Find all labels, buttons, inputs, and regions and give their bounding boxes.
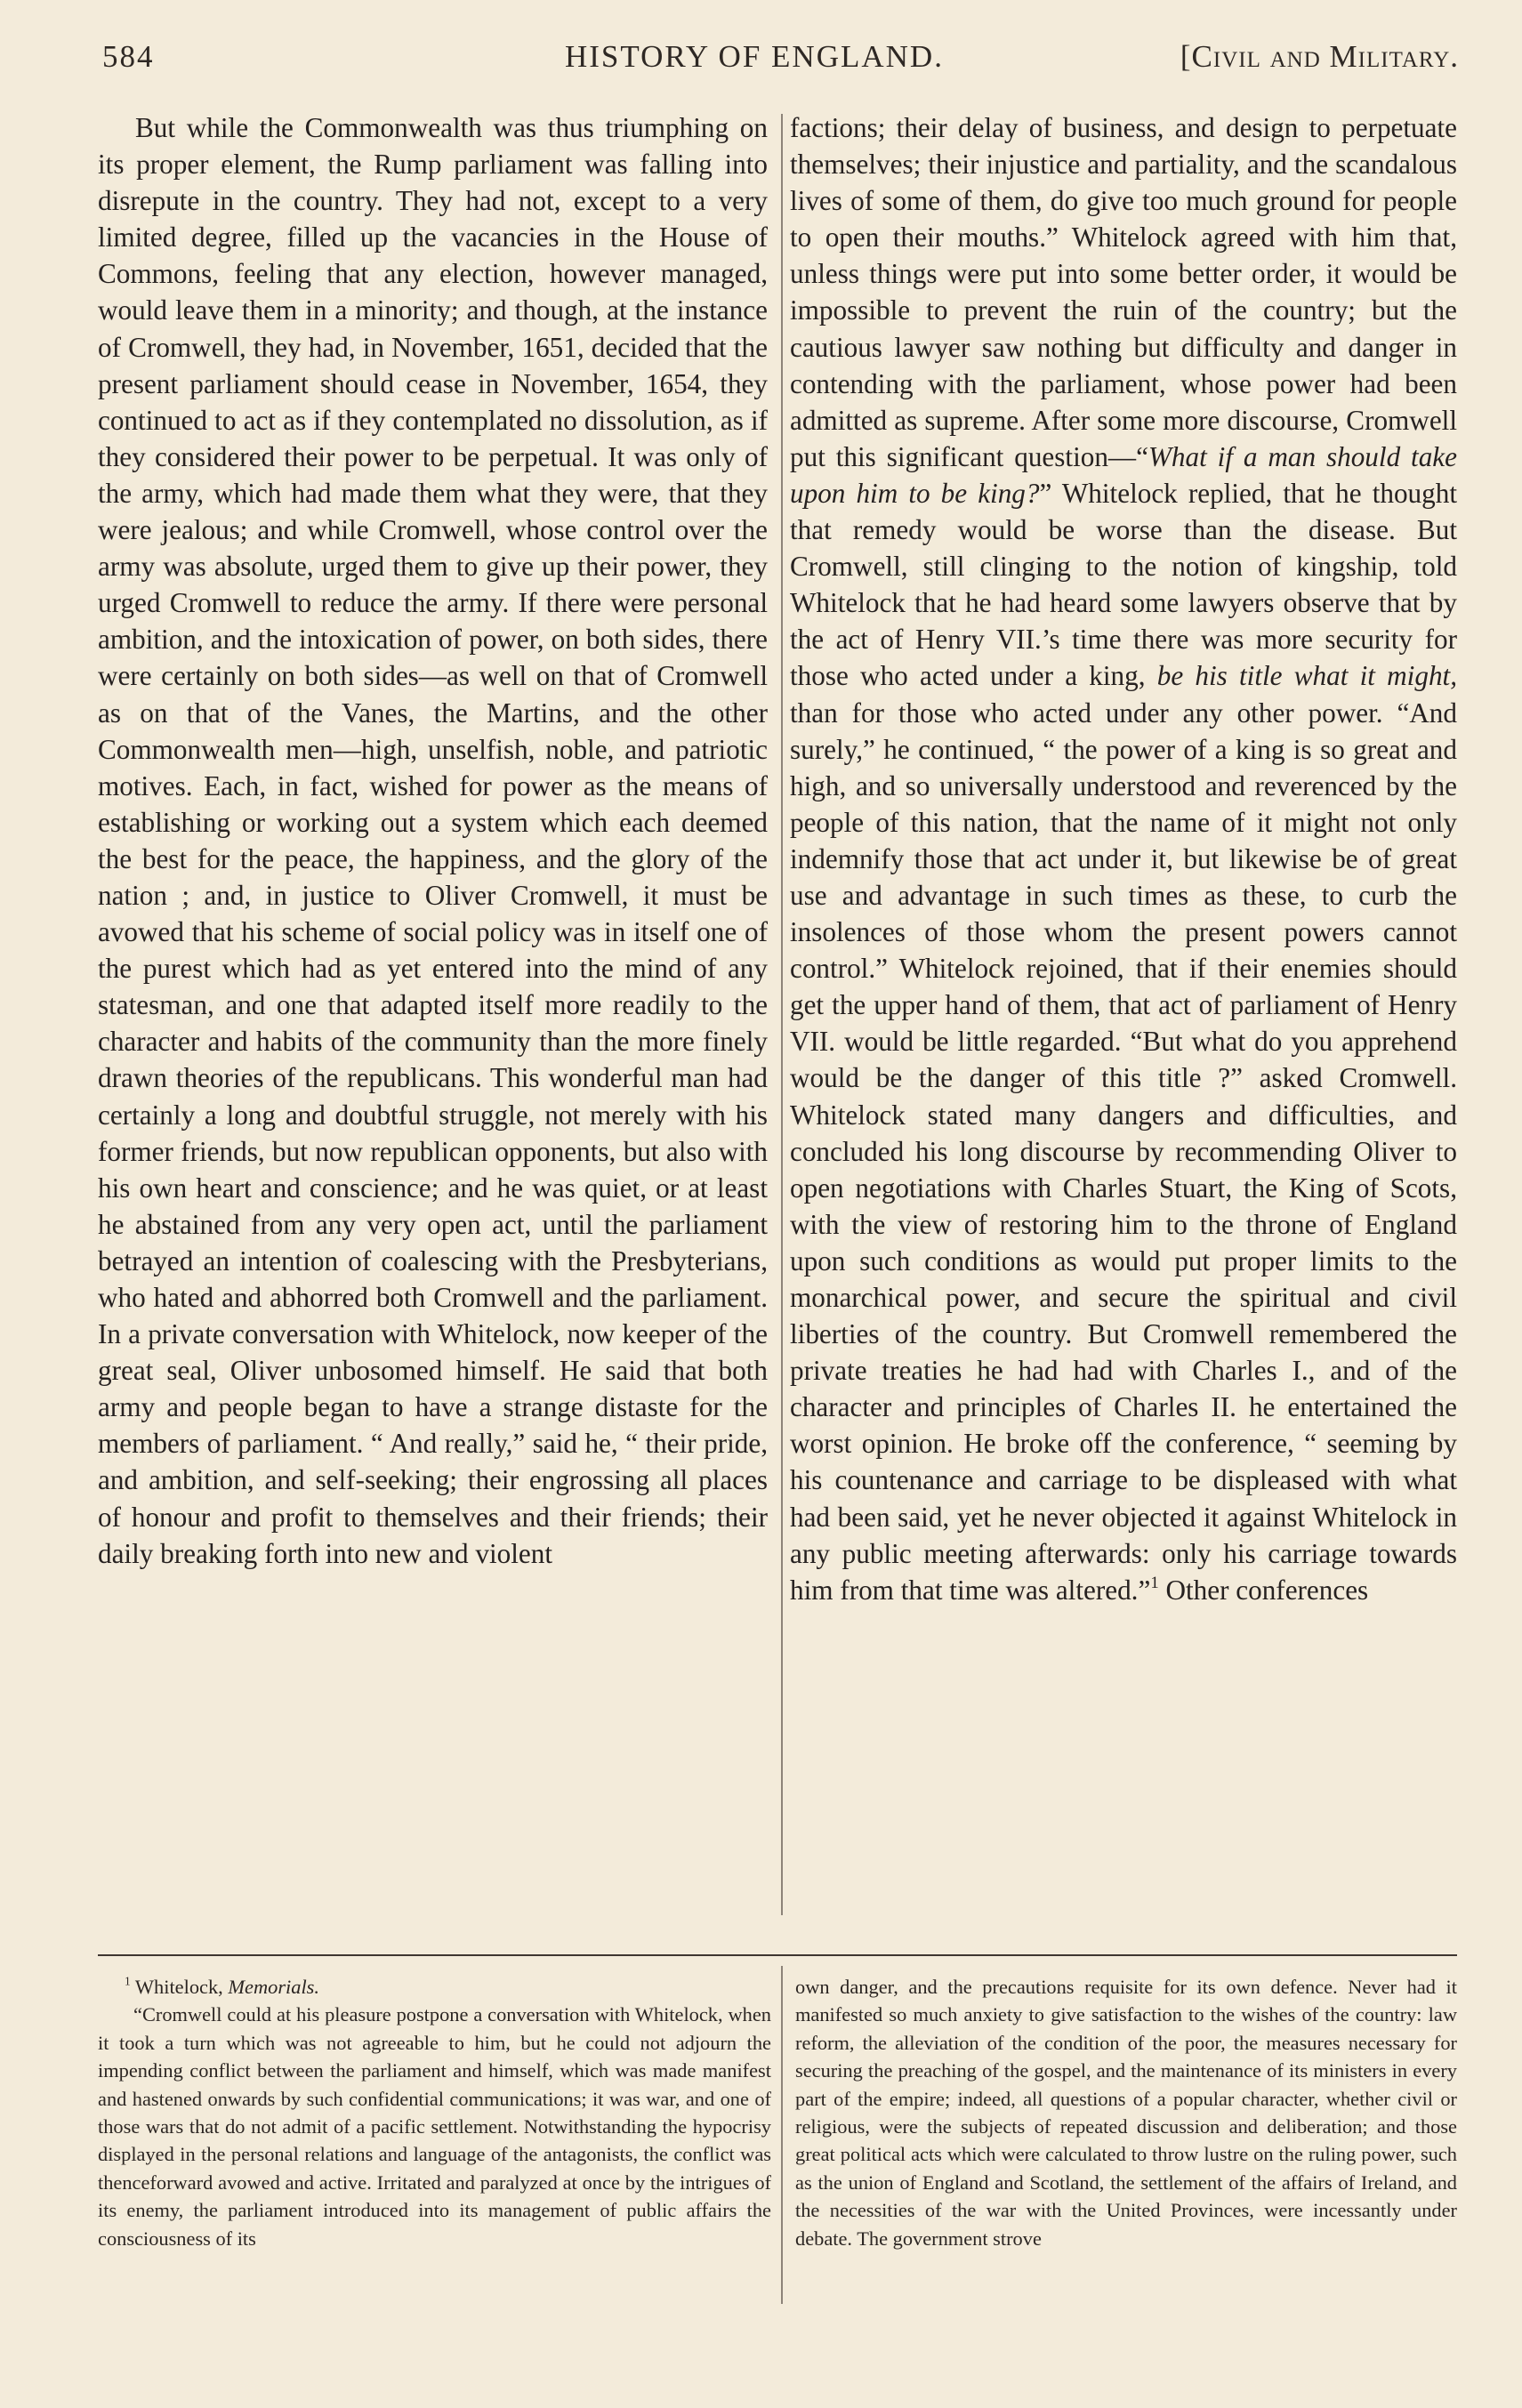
footnote-separator xyxy=(98,1954,1457,1956)
right-text-part-1: factions; their delay of business, and design to perpetuate themselves; their injustice and partiality, and the scandalous lives of some of them, do give too much ground for people to open their mouths.” Whitelock agreed with him that, unless things were put into some better order, it would be impossible to prevent the ruin of the country; but the cautious lawyer saw nothing but difficulty and danger in contending with the parliament, whose power had been admitted as supreme. After some more discourse, Cromwell put this significant question—“ xyxy=(790,112,1457,472)
footnote-reference xyxy=(98,1973,771,2001)
footnote-quote: “Cromwell could at his pleasure postpone a conversation with Whitelock, when it took a turn which was not agreeable to him, but he could not adjourn the impending conflict between the parliament and himself, which was made manifest and hastened onwards by such confidential communications; it was war, and one of those wars that do not admit of a pacific settlement. Notwithstanding the hypocrisy displayed in the personal relations and language of the antagonists, the conflict was thenceforward avowed and active. Irritated and paralyzed at once by the intrigues of its enemy, the parliament introduced into its management of public affairs the consciousness of its xyxy=(98,2003,771,2250)
left-text-column xyxy=(98,109,768,1572)
italic-phrase: be his title what it might, xyxy=(1156,660,1457,692)
footnote-continued: own danger, and the precautions requisite for its own defence. Never had it manifested so much anxiety to give satisfaction to the wishes of the country: law reform, the alleviation of the condition of the poor, the measures necessary for securing the preaching of the gospel, and the maintenance of its ministers in every part of the empire; indeed, all questions of a popular character, whether civil or religious, were the subjects of repeated discussion and deliberation; and those great political acts which were calculated to throw lustre on the ruling power, such as the union of England and Scotland, the settlement of the affairs of Ireland, and the necessities of the war with the United Provinces, were incessantly under debate. The government strove xyxy=(795,1976,1457,2250)
footnote-marker[interactable]: 1 xyxy=(1150,1573,1159,1592)
right-text-column xyxy=(790,109,1457,1608)
page-number: 584 xyxy=(102,39,155,74)
running-header xyxy=(102,39,1459,84)
right-text-part-3: than for those who acted under any other power. “And surely,” he continued, “ the power of a king is so great and high, and so universally understood and reverenced by the people of this nation, that the name of it might not only indemnify those that act under it, but likewise be of great use and advantage in such times as these, to curb the insolences of those whom the present powers cannot control.” Whitelock rejoined, that if their enemies should get the upper hand of them, that act of parliament of Henry VII. would be little regarded. “But what do you apprehend would be the danger of this title ?” asked Cromwell. Whitelock stated many dangers and difficulties, and concluded his long discourse by recommending Oliver to open negotiations with Charles Stuart, the King of Scots, with the view of restoring him to the throne of England upon such conditions as would put proper limits to the monarchical power, and secure the spiritual and civil liberties of the country. But Cromwell remembered the private treaties he had had with Charles I., and of the character and principles of Charles II. he entertained the worst opinion. He broke off the conference, “ seeming by his countenance and carriage to be displeased with what had been said, yet he never objected it against Whitelock in any public meeting afterwards: only his carriage towards him from that time was altered.” xyxy=(790,697,1457,1606)
italic-question: What if a man should take upon him to be king? xyxy=(790,440,1457,509)
right-text-part-2: ” Whitelock replied, that he thought that remedy would be worse than the disease. But Cromwell, still clinging to the notion of kingship, told Whitelock that he had heard some lawyers observe that by the act of Henry VII.’s time there was more security for those who acted under a king, xyxy=(790,477,1458,692)
body-paragraph-continued xyxy=(790,109,1457,1608)
footnote-column-divider xyxy=(781,1966,783,2304)
column-divider xyxy=(781,114,783,1915)
footnote-left-column xyxy=(98,1973,771,2252)
book-title: HISTORY OF ENGLAND. xyxy=(565,39,944,74)
footnote-number: 1 xyxy=(125,1974,131,1988)
footnote-work-title: Memorials. xyxy=(228,1976,319,1998)
footnote-right-column xyxy=(795,1973,1457,2252)
footnote-author: Whitelock, xyxy=(130,1976,229,1998)
body-paragraph: But while the Commonwealth was thus triumphing on its proper element, the Rump parliament was falling into disrepute in the country. They had not, except to a very limited degree, filled up the vacancies in the House of Commons, feeling that any election, however managed, would leave them in a minority; and though, at the instance of Cromwell, they had, in November, 1651, decided that the present parliament should cease in November, 1654, they continued to act as if they contemplated no dissolution, as if they considered their power to be perpetual. It was only of the army, which had made them what they were, that they were jealous; and while Cromwell, whose control over the army was absolute, urged them to give up their power, they urged Cromwell to reduce the army. If there were personal ambition, and the intoxication of power, on both sides, there were certainly on both sides—as well on that of Cromwell as on that of the Vanes, the Martins, and the other Commonwealth men—high, unselfish, noble, and patriotic motives. Each, in fact, wished for power as the means of establishing or working out a system which each deemed the best for the peace, the happiness, and the glory of the nation ; and, in justice to Oliver Cromwell, it must be avowed that his scheme of social policy was in itself one of the purest which had as yet entered into the mind of any statesman, and one that adapted itself more readily to the character and habits of the community than the more finely drawn theories of the republicans. This wonderful man had certainly a long and doubtful struggle, not merely with his former friends, but now republican opponents, but also with his own heart and conscience; and he was quiet, or at least he abstained from any very open act, until the parliament betrayed an intention of coalescing with the Presbyterians, who hated and abhorred both Cromwell and the parliament. In a private conversation with Whitelock, now keeper of the great seal, Oliver unbosomed himself. He said that both army and people began to have a strange distaste for the members of parliament. “ And really,” said he, “ their pride, and ambition, and self-seeking; their engrossing all places of honour and profit to themselves and their friends; their daily breaking forth into new and violent xyxy=(98,112,768,1569)
right-text-part-4: Other conferences xyxy=(1158,1574,1369,1606)
section-heading: [Civil and Military. xyxy=(1180,39,1459,74)
